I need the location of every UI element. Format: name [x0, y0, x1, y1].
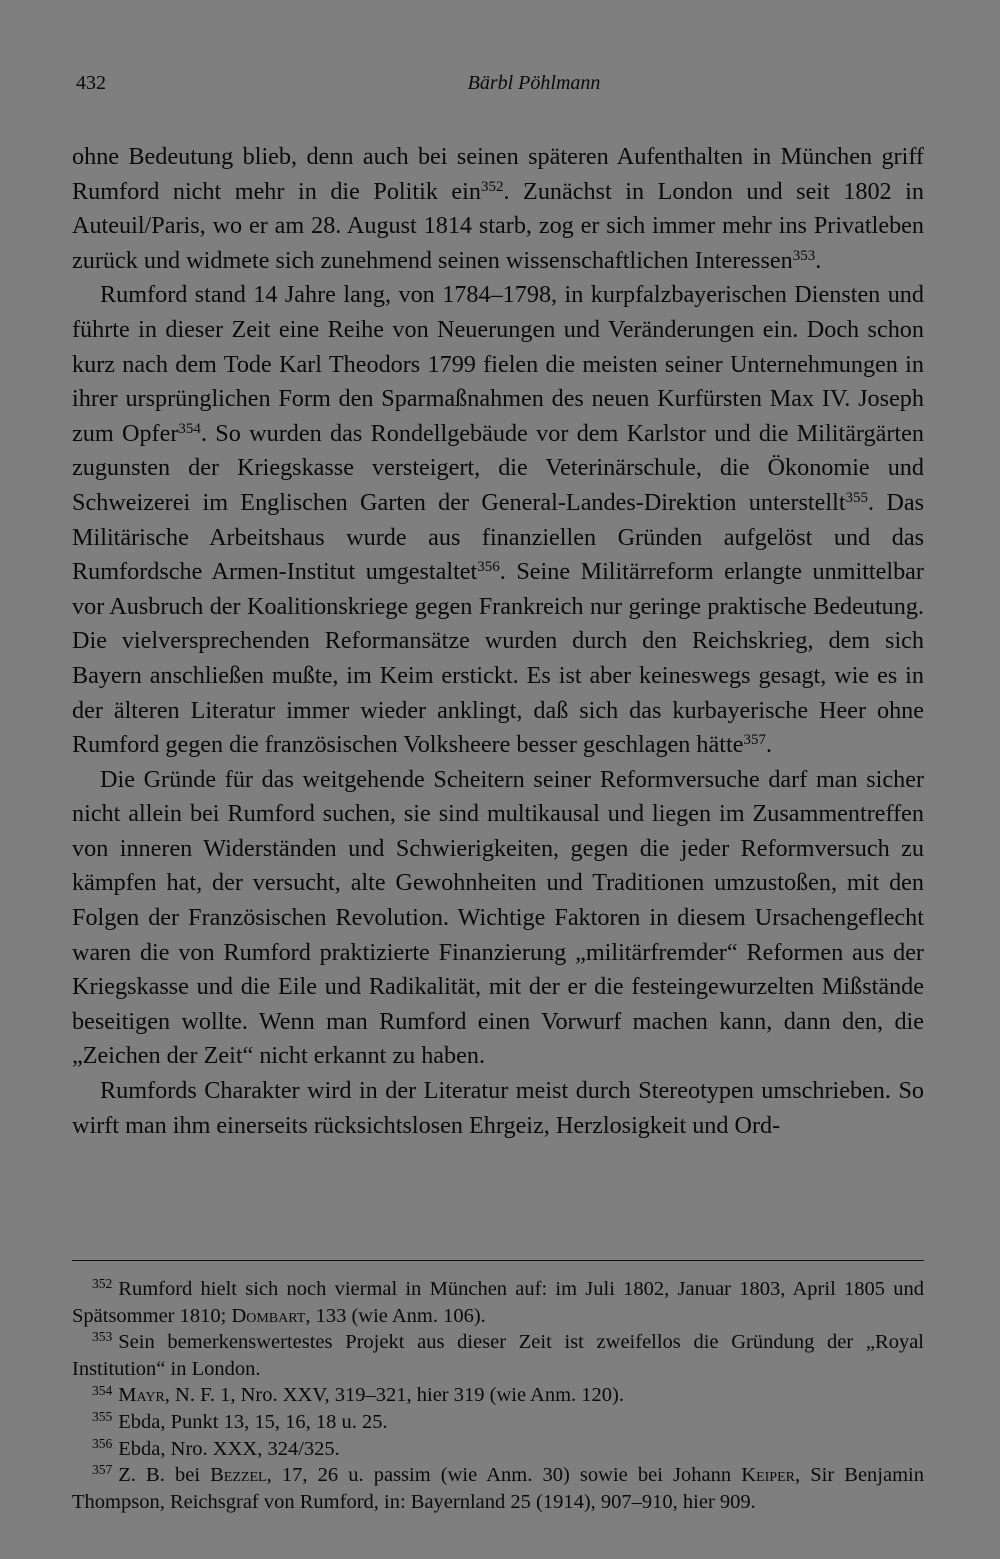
running-head: Bärbl Pöhlmann: [467, 72, 601, 94]
footnote: [72, 1409, 924, 1436]
footnote-ref: 355: [845, 489, 869, 506]
author-name: Dombart: [231, 1304, 306, 1327]
footnote: [72, 1436, 924, 1463]
footnote-text: , Sir Benjamin Thompson, Reichsgraf von Rumford, in: Bayernland 25 (1914), 907–910, hier 909.: [72, 1464, 924, 1513]
page-header: [76, 72, 922, 104]
footnote-text: Ebda, Punkt 13, 15, 16, 18 u. 25.: [118, 1410, 388, 1433]
footnote-number: 354: [92, 1382, 113, 1398]
footnote: [72, 1329, 924, 1382]
paragraph: [72, 140, 924, 278]
footnote-text: , N. F. 1, Nro. XXV, 319–321, hier 319 (wie Anm. 120).: [164, 1384, 625, 1407]
paragraph: [72, 278, 924, 762]
footnote-text: Sein bemerkenswertestes Projekt aus dieser Zeit ist zweifellos die Gründung der „Royal Institution“ in London.: [72, 1331, 924, 1380]
text-run: .: [815, 246, 822, 274]
text-run: . So wurden das Rondellgebäude vor dem Karlstor und die Militärgärten zugunsten der Kriegskasse versteigert, die Veterinärschule, die Ökonomie und Schweizerei im Englischen Garten der General-Landes-Direktion unterstellt: [72, 419, 924, 516]
footnote: [72, 1276, 924, 1329]
text-run: . Das Militärische Arbeitshaus wurde aus finanziellen Gründen aufgelöst und das Rumfordsche Armen-Institut umgestaltet: [72, 488, 924, 586]
footnote-number: 356: [92, 1435, 113, 1451]
page-number: 432: [76, 72, 106, 94]
footnote: [72, 1382, 924, 1409]
author-name: Bezzel: [210, 1464, 267, 1487]
footnote-number: 352: [92, 1276, 113, 1292]
footnote: [72, 1462, 924, 1515]
footnote-rule: [72, 1260, 924, 1261]
body-text: [72, 140, 924, 1143]
author-name: Keiper: [741, 1464, 795, 1487]
text-run: . Seine Militärreform erlangte unmittelbar vor Ausbruch der Koalitionskriege gegen Frankreich nur geringe praktische Bedeutung. Die vielversprechenden Reformansätze wurden durch den Reichskrieg, dem sich Bayern anschließen mußte, im Keim erstickt. Es ist aber keineswegs gesagt, wie es in der älteren Literatur immer wieder anklingt, daß sich das kurbayerische Heer ohne Rumford gegen die französischen Volksheere besser geschlagen hätte: [72, 558, 924, 759]
author-name: Mayr: [118, 1384, 165, 1407]
text-run: ohne Bedeutung blieb, denn auch bei seinen späteren Aufenthalten in München griff Rumford nicht mehr in die Politik ein: [72, 143, 924, 205]
paragraph: Rumfords Charakter wird in der Literatur meist durch Stereotypen umschrieben. So wirft man ihm einerseits rücksichtslosen Ehrgeiz, Herzlosigkeit und Ord-: [72, 1077, 924, 1139]
footnote-number: 355: [92, 1409, 113, 1425]
footnote-text: Z. B. bei: [118, 1464, 211, 1487]
footnotes: [72, 1276, 924, 1515]
footnote-number: 353: [92, 1329, 113, 1345]
footnote-ref: 352: [480, 178, 504, 195]
text-run: . Zunächst in London und seit 1802 in Auteuil/Paris, wo er am 28. August 1814 starb, zog er sich immer mehr ins Privatleben zurück und widmete sich zunehmend seinen wissenschaftlichen Interessen: [72, 177, 924, 274]
footnote-ref: 357: [743, 731, 766, 748]
text-run: .: [765, 731, 772, 759]
footnote-text: , 133 (wie Anm. 106).: [305, 1304, 486, 1327]
footnote-ref: 353: [792, 247, 816, 264]
text-run: Rumford stand 14 Jahre lang, von 1784–1798, in kurpfalzbayerischen Diensten und führte in dieser Zeit eine Reihe von Neuerungen und Veränderungen ein. Doch schon kurz nach dem Tode Karl Theodors 1799 fielen die meisten seiner Unternehmungen in ihrer ursprünglichen Form den Sparmaßnahmen des neuen Kurfürsten Max IV. Joseph zum Opfer: [72, 281, 924, 447]
footnote-text: Rumford hielt sich noch viermal in München auf: im Juli 1802, Januar 1803, April 1805 und Spätsommer 1810;: [72, 1278, 924, 1327]
footnote-text: Ebda, Nro. XXX, 324/325.: [118, 1437, 340, 1460]
footnote-text: , 17, 26 u. passim (wie Anm. 30) sowie bei Johann: [266, 1464, 742, 1487]
footnote-ref: 354: [178, 420, 201, 437]
footnote-number: 357: [92, 1462, 113, 1478]
footnote-ref: 356: [477, 558, 500, 575]
paragraph: Die Gründe für das weitgehende Scheitern seiner Reformversuche darf man sicher nicht allein bei Rumford suchen, sie sind multikausal und liegen im Zusammentreffen von inneren Widerständen und Schwierigkeiten, gegen die jeder Reformversuch zu kämpfen hat, der versucht, alte Gewohnheiten und Traditionen umzustoßen, mit den Folgen der Französischen Revolution. Wichtige Faktoren in diesem Ursachengeflecht waren die von Rumford praktizierte Finanzierung „militärfremder“ Reformen aus der Kriegskasse und die Eile und Radikalität, mit der er die festeingewurzelten Mißstände beseitigen wollte. Wenn man Rumford einen Vorwurf machen kann, dann den, die „Zeichen der Zeit“ nicht erkannt zu haben.: [72, 765, 924, 1070]
